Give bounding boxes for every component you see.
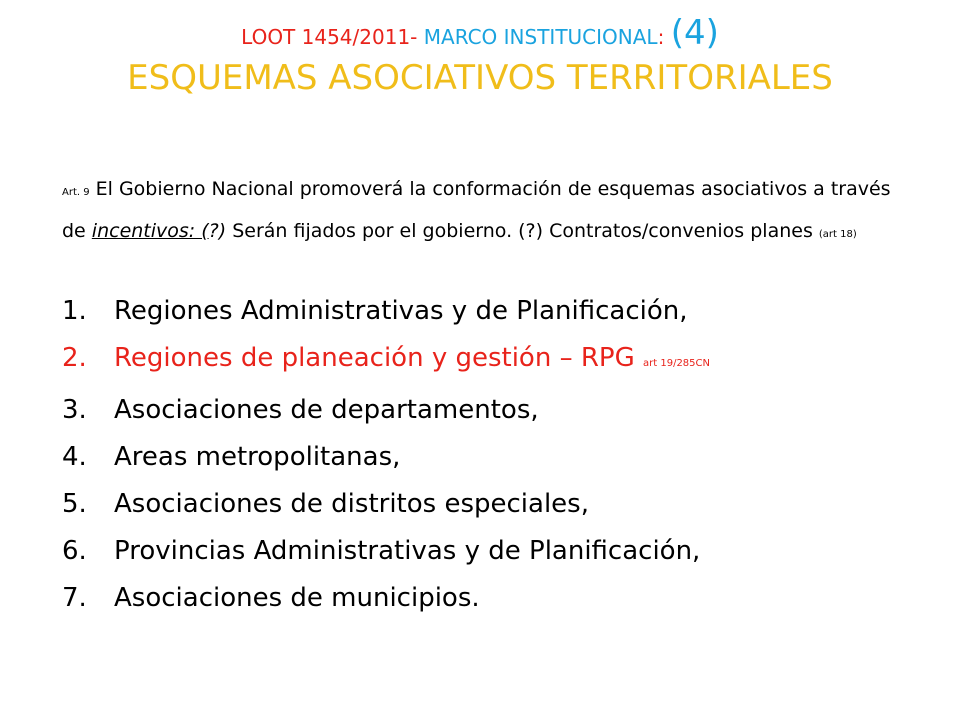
intro-art-18: (art 18) <box>818 229 857 240</box>
schemes-list <box>62 288 922 622</box>
title-law: LOOT 1454/2011 <box>241 25 411 49</box>
list-item-number: 2. <box>62 343 87 373</box>
list-item-number: 3. <box>62 395 87 425</box>
list-item-number: 1. <box>62 296 87 326</box>
title-subtitle: ESQUEMAS ASOCIATIVOS TERRITORIALES <box>127 58 833 99</box>
intro-paragraph <box>62 170 902 254</box>
list-item-label: Asociaciones de municipios. <box>114 583 480 613</box>
list-item-note: art 19/285CN <box>643 358 710 369</box>
slide-title <box>40 14 920 98</box>
list-item-label: Provincias Administrativas y de Planificación, <box>114 536 701 566</box>
list-item-label: Asociaciones de departamentos, <box>114 395 539 425</box>
list-item <box>62 288 922 335</box>
list-item-number: 7. <box>62 583 87 613</box>
list-item <box>62 575 922 622</box>
list-item-number: 4. <box>62 442 87 472</box>
list-item-label: Regiones Administrativas y de Planificación, <box>114 296 688 326</box>
list-item <box>62 434 922 481</box>
list-item-highlight <box>62 335 922 387</box>
list-item-number: 6. <box>62 536 87 566</box>
intro-text-1: El Gobierno Nacional promoverá la conformación de esquemas asociativos a través de <box>62 178 891 242</box>
title-number: (4) <box>670 13 719 53</box>
list-item <box>62 528 922 575</box>
title-colon: : <box>657 25 671 49</box>
title-framework: MARCO INSTITUCIONAL <box>423 25 658 49</box>
title-dash: - <box>410 25 424 49</box>
intro-incentivos: incentivos: ( <box>91 220 209 242</box>
intro-question: ?) <box>208 220 227 242</box>
list-item-label: Regiones de planeación y gestión – RPG <box>114 343 635 373</box>
list-item-label: Asociaciones de distritos especiales, <box>114 489 589 519</box>
list-item <box>62 481 922 528</box>
intro-text-2: Serán fijados por el gobierno. (?) Contratos/convenios planes <box>226 220 819 242</box>
list-item-label: Areas metropolitanas, <box>114 442 401 472</box>
intro-art-ref: Art. 9 <box>62 187 90 198</box>
title-line-1 <box>40 14 920 53</box>
list-item <box>62 387 922 434</box>
list-item-number: 5. <box>62 489 87 519</box>
